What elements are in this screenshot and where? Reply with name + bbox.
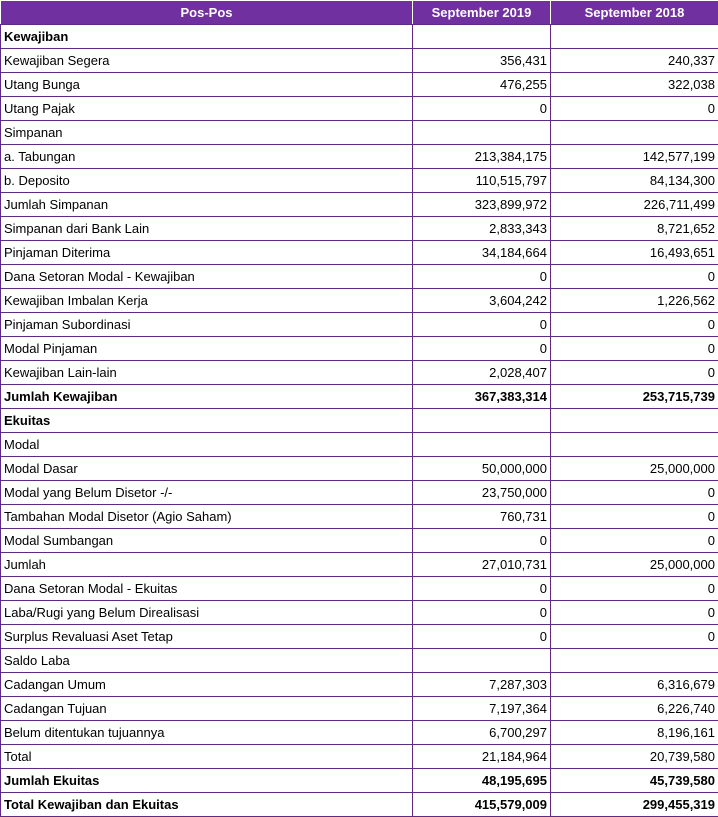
row-label: Kewajiban Imbalan Kerja xyxy=(1,289,413,313)
value-september-2019: 0 xyxy=(413,601,551,625)
row-label: Jumlah Ekuitas xyxy=(1,769,413,793)
value-september-2018: 0 xyxy=(551,505,718,529)
value-september-2018: 253,715,739 xyxy=(551,385,718,409)
value-september-2018 xyxy=(551,433,718,457)
row-label: Utang Pajak xyxy=(1,97,413,121)
table-row xyxy=(1,577,718,601)
value-september-2019: 0 xyxy=(413,625,551,649)
row-label: Tambahan Modal Disetor (Agio Saham) xyxy=(1,505,413,529)
value-september-2019: 3,604,242 xyxy=(413,289,551,313)
table-row xyxy=(1,145,718,169)
header-september-2018: September 2018 xyxy=(551,1,718,25)
row-label: Modal Sumbangan xyxy=(1,529,413,553)
table-row xyxy=(1,505,718,529)
row-label: Jumlah xyxy=(1,553,413,577)
row-label: Modal Pinjaman xyxy=(1,337,413,361)
row-label: Saldo Laba xyxy=(1,649,413,673)
value-september-2019: 7,197,364 xyxy=(413,697,551,721)
row-label: Surplus Revaluasi Aset Tetap xyxy=(1,625,413,649)
table-row xyxy=(1,769,718,793)
value-september-2019: 0 xyxy=(413,529,551,553)
value-september-2018: 0 xyxy=(551,529,718,553)
table-body xyxy=(1,25,718,817)
table-row xyxy=(1,553,718,577)
row-label: Dana Setoran Modal - Kewajiban xyxy=(1,265,413,289)
value-september-2019 xyxy=(413,409,551,433)
row-label: Simpanan dari Bank Lain xyxy=(1,217,413,241)
row-label: Belum ditentukan tujuannya xyxy=(1,721,413,745)
value-september-2018: 84,134,300 xyxy=(551,169,718,193)
table-row xyxy=(1,529,718,553)
header-pos-pos: Pos-Pos xyxy=(1,1,413,25)
value-september-2018: 0 xyxy=(551,265,718,289)
value-september-2018: 25,000,000 xyxy=(551,457,718,481)
table-row xyxy=(1,169,718,193)
value-september-2019: 0 xyxy=(413,313,551,337)
value-september-2018: 0 xyxy=(551,337,718,361)
table-row xyxy=(1,721,718,745)
table-row xyxy=(1,457,718,481)
value-september-2018: 0 xyxy=(551,625,718,649)
row-label: Cadangan Umum xyxy=(1,673,413,697)
value-september-2018 xyxy=(551,121,718,145)
value-september-2019 xyxy=(413,25,551,49)
value-september-2018: 8,721,652 xyxy=(551,217,718,241)
value-september-2019 xyxy=(413,433,551,457)
row-label: Total xyxy=(1,745,413,769)
value-september-2018: 0 xyxy=(551,313,718,337)
value-september-2018: 20,739,580 xyxy=(551,745,718,769)
value-september-2019: 367,383,314 xyxy=(413,385,551,409)
table-row xyxy=(1,433,718,457)
table-row xyxy=(1,625,718,649)
row-label: Utang Bunga xyxy=(1,73,413,97)
value-september-2018: 0 xyxy=(551,481,718,505)
value-september-2019: 110,515,797 xyxy=(413,169,551,193)
value-september-2018: 25,000,000 xyxy=(551,553,718,577)
value-september-2019: 2,028,407 xyxy=(413,361,551,385)
row-label: Modal xyxy=(1,433,413,457)
value-september-2018: 0 xyxy=(551,601,718,625)
value-september-2018: 8,196,161 xyxy=(551,721,718,745)
value-september-2018: 226,711,499 xyxy=(551,193,718,217)
table-row xyxy=(1,121,718,145)
row-label: Kewajiban xyxy=(1,25,413,49)
table-row xyxy=(1,289,718,313)
table-row xyxy=(1,73,718,97)
table-row xyxy=(1,97,718,121)
table-row xyxy=(1,313,718,337)
row-label: Kewajiban Lain-lain xyxy=(1,361,413,385)
value-september-2019: 50,000,000 xyxy=(413,457,551,481)
table-row xyxy=(1,409,718,433)
value-september-2018: 240,337 xyxy=(551,49,718,73)
value-september-2019 xyxy=(413,121,551,145)
row-label: Modal Dasar xyxy=(1,457,413,481)
row-label: Jumlah Simpanan xyxy=(1,193,413,217)
table-row xyxy=(1,649,718,673)
table-row xyxy=(1,481,718,505)
value-september-2019: 7,287,303 xyxy=(413,673,551,697)
row-label: Laba/Rugi yang Belum Direalisasi xyxy=(1,601,413,625)
table-row xyxy=(1,241,718,265)
value-september-2019: 21,184,964 xyxy=(413,745,551,769)
row-label: Jumlah Kewajiban xyxy=(1,385,413,409)
value-september-2018: 45,739,580 xyxy=(551,769,718,793)
header-row xyxy=(1,1,718,25)
header-september-2019: September 2019 xyxy=(413,1,551,25)
value-september-2018 xyxy=(551,25,718,49)
value-september-2018: 142,577,199 xyxy=(551,145,718,169)
value-september-2019: 2,833,343 xyxy=(413,217,551,241)
row-label: Cadangan Tujuan xyxy=(1,697,413,721)
value-september-2018: 6,226,740 xyxy=(551,697,718,721)
value-september-2018 xyxy=(551,649,718,673)
row-label: b. Deposito xyxy=(1,169,413,193)
value-september-2019: 34,184,664 xyxy=(413,241,551,265)
table-row xyxy=(1,745,718,769)
row-label: Pinjaman Subordinasi xyxy=(1,313,413,337)
value-september-2019: 356,431 xyxy=(413,49,551,73)
row-label: Kewajiban Segera xyxy=(1,49,413,73)
value-september-2018: 0 xyxy=(551,361,718,385)
row-label: Ekuitas xyxy=(1,409,413,433)
table-row xyxy=(1,601,718,625)
row-label: Total Kewajiban dan Ekuitas xyxy=(1,793,413,817)
value-september-2019: 760,731 xyxy=(413,505,551,529)
value-september-2019 xyxy=(413,649,551,673)
value-september-2018: 1,226,562 xyxy=(551,289,718,313)
table-row xyxy=(1,385,718,409)
table-row xyxy=(1,49,718,73)
row-label: Pinjaman Diterima xyxy=(1,241,413,265)
value-september-2018: 322,038 xyxy=(551,73,718,97)
value-september-2019: 415,579,009 xyxy=(413,793,551,817)
row-label: Simpanan xyxy=(1,121,413,145)
value-september-2019: 323,899,972 xyxy=(413,193,551,217)
value-september-2018: 0 xyxy=(551,97,718,121)
value-september-2019: 0 xyxy=(413,337,551,361)
value-september-2018: 16,493,651 xyxy=(551,241,718,265)
row-label: Modal yang Belum Disetor -/- xyxy=(1,481,413,505)
table-row xyxy=(1,25,718,49)
value-september-2019: 476,255 xyxy=(413,73,551,97)
value-september-2018: 0 xyxy=(551,577,718,601)
value-september-2019: 0 xyxy=(413,97,551,121)
table-row xyxy=(1,361,718,385)
value-september-2019: 0 xyxy=(413,577,551,601)
value-september-2018: 299,455,319 xyxy=(551,793,718,817)
value-september-2019: 23,750,000 xyxy=(413,481,551,505)
value-september-2018 xyxy=(551,409,718,433)
value-september-2019: 213,384,175 xyxy=(413,145,551,169)
table-header xyxy=(1,1,718,25)
table-row xyxy=(1,673,718,697)
value-september-2019: 27,010,731 xyxy=(413,553,551,577)
table-row xyxy=(1,697,718,721)
table-row xyxy=(1,217,718,241)
value-september-2018: 6,316,679 xyxy=(551,673,718,697)
table-row xyxy=(1,337,718,361)
row-label: a. Tabungan xyxy=(1,145,413,169)
table-row xyxy=(1,193,718,217)
value-september-2019: 6,700,297 xyxy=(413,721,551,745)
table-row xyxy=(1,793,718,817)
table-row xyxy=(1,265,718,289)
value-september-2019: 48,195,695 xyxy=(413,769,551,793)
value-september-2019: 0 xyxy=(413,265,551,289)
row-label: Dana Setoran Modal - Ekuitas xyxy=(1,577,413,601)
